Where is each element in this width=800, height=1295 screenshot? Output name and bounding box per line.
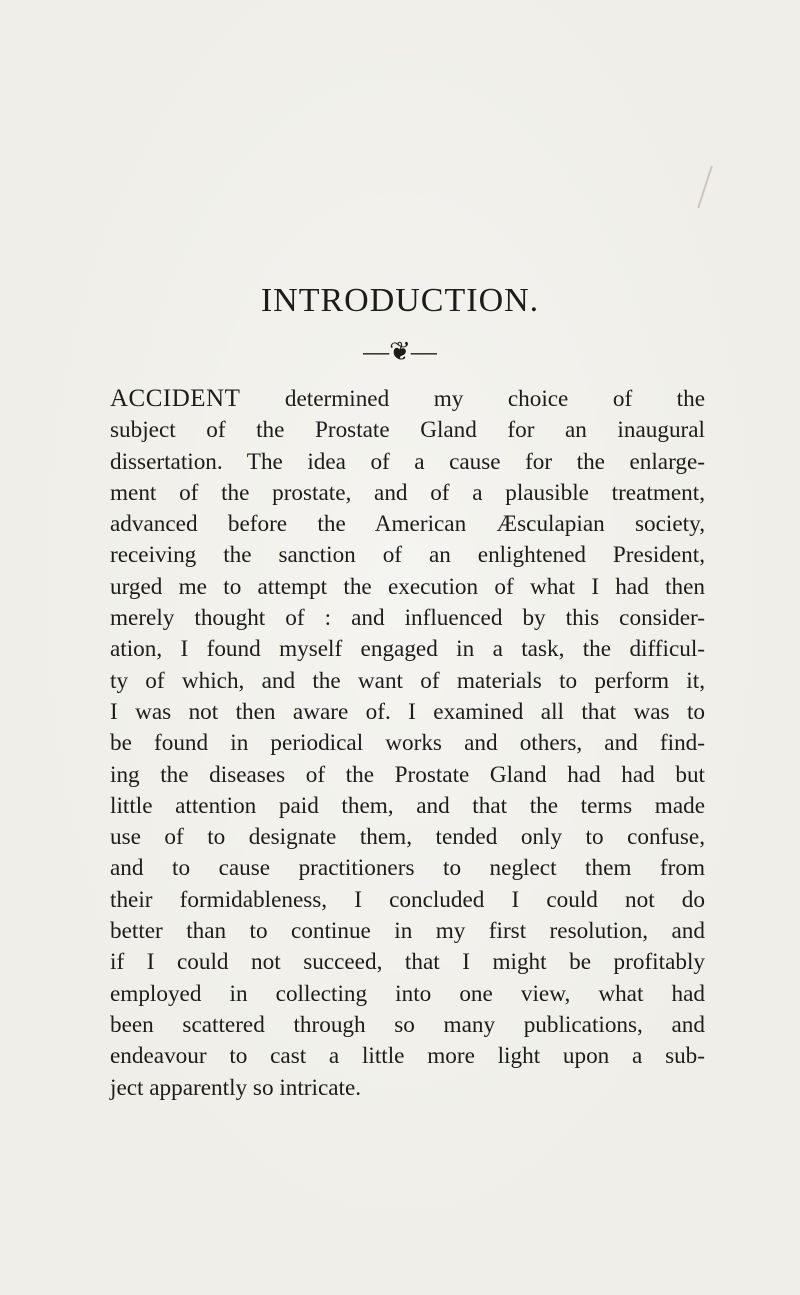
introduction-paragraph: [110, 383, 705, 1104]
lead-word: ACCIDENT: [110, 385, 241, 412]
paragraph-line: dissertation. The idea of a cause for the enlarge-: [110, 448, 705, 475]
line-text: determined my choice of the: [240, 386, 705, 412]
paragraph-line: subject of the Prostate Gland for an inaugural: [110, 417, 705, 444]
paragraph-line: receiving the sanction of an enlightened President,: [110, 542, 705, 569]
chapter-title: INTRODUCTION.: [260, 282, 540, 319]
paragraph-line: little attention paid them, and that the terms made: [110, 792, 705, 819]
paper-mark: [697, 166, 712, 208]
paragraph-line: been scattered through so many publications, and: [110, 1011, 705, 1038]
paragraph-line: ation, I found myself engaged in a task, the difficul-: [110, 636, 705, 663]
paragraph-line: their formidableness, I concluded I could not do: [110, 886, 705, 913]
paragraph-line: use of to designate them, tended only to confuse,: [110, 824, 705, 851]
paragraph-line: employed in collecting into one view, what had: [110, 980, 705, 1007]
paragraph-line: advanced before the American Æsculapian society,: [110, 511, 705, 538]
ornament-divider: —❦—: [363, 337, 437, 366]
paragraph-line: endeavour to cast a little more light upon a sub-: [110, 1043, 705, 1070]
paragraph-line: merely thought of : and influenced by this consider-: [110, 605, 705, 632]
paragraph-line: ty of which, and the want of materials to perform it,: [110, 667, 705, 694]
paragraph-line: I was not then aware of. I examined all that was to: [110, 698, 705, 725]
paragraph-line: [110, 383, 705, 415]
paragraph-line: if I could not succeed, that I might be profitably: [110, 949, 705, 976]
paragraph-line: ject apparently so intricate.: [110, 1074, 362, 1101]
paragraph-line: better than to continue in my first resolution, and: [110, 918, 705, 945]
paragraph-line: be found in periodical works and others, and find-: [110, 730, 705, 757]
paragraph-line: urged me to attempt the execution of what I had then: [110, 573, 705, 600]
paragraph-line: ment of the prostate, and of a plausible treatment,: [110, 479, 705, 506]
paragraph-line: and to cause practitioners to neglect them from: [110, 855, 705, 882]
paragraph-line: ing the diseases of the Prostate Gland had had but: [110, 761, 705, 788]
